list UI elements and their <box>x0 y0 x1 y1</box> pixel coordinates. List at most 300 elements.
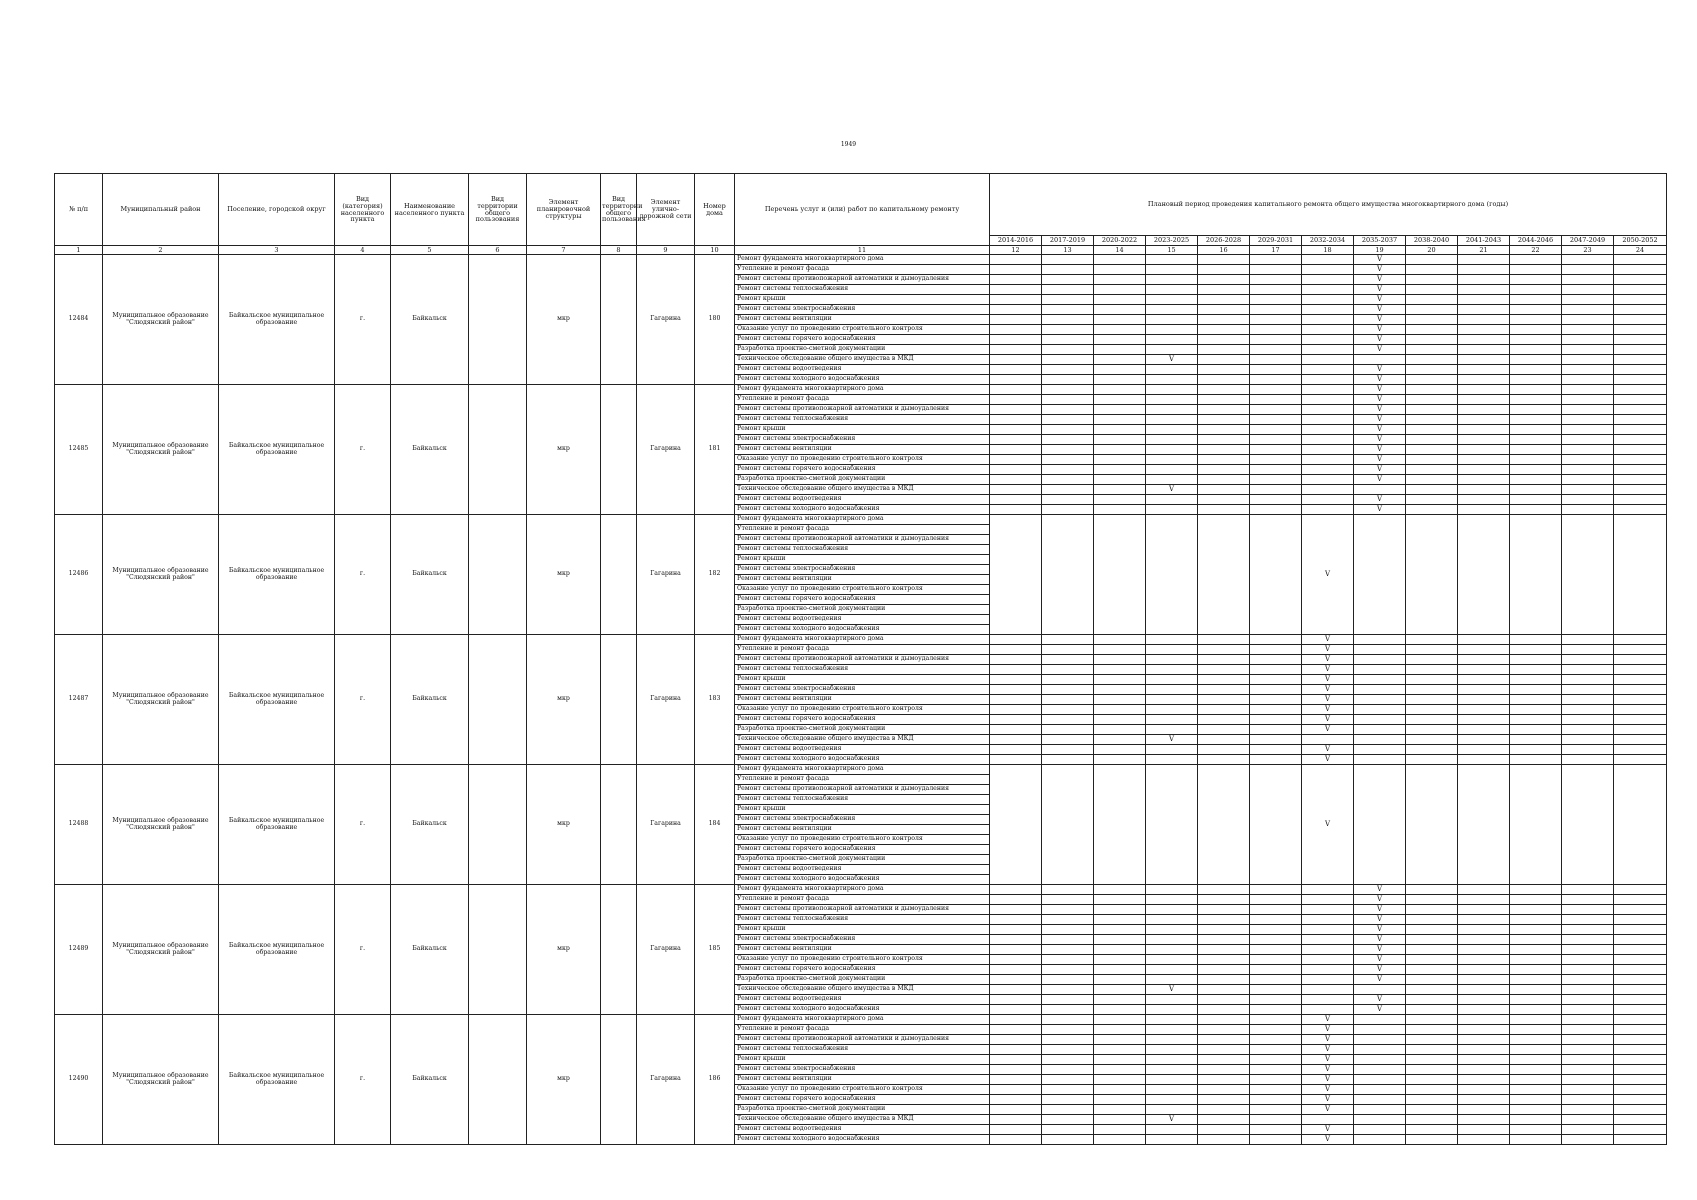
work-item: Техническое обследование общего имущества в МКД <box>735 985 990 995</box>
period-cell <box>1406 505 1458 515</box>
period-cell <box>1042 455 1094 465</box>
period-cell <box>1562 475 1614 485</box>
period-cell <box>1146 675 1198 685</box>
period-cell <box>1094 335 1146 345</box>
period-cell <box>1094 1065 1146 1075</box>
work-item: Оказание услуг по проведению строительного контроля <box>735 835 990 845</box>
period-cell <box>1094 1095 1146 1105</box>
period-cell <box>1406 295 1458 305</box>
period-cell <box>1562 1105 1614 1115</box>
period-cell <box>1198 505 1250 515</box>
work-item: Ремонт системы холодного водоснабжения <box>735 875 990 885</box>
planning-element: мкр <box>527 385 601 515</box>
period-cell <box>1146 455 1198 465</box>
work-item: Ремонт фундамента многоквартирного дома <box>735 885 990 895</box>
street: Гагарина <box>637 635 695 765</box>
period-cell <box>1458 885 1510 895</box>
column-number: 19 <box>1354 246 1406 255</box>
period-cell: V <box>1354 945 1406 955</box>
period-cell <box>1458 425 1510 435</box>
period-cell <box>1250 905 1302 915</box>
period-cell <box>990 485 1042 495</box>
period-cell <box>1302 1115 1354 1125</box>
period-cell: V <box>1354 395 1406 405</box>
period-cell <box>1146 1005 1198 1015</box>
period-cell <box>1510 485 1562 495</box>
period-cell <box>1614 275 1667 285</box>
period-cell <box>1510 1035 1562 1045</box>
period-cell <box>1510 515 1562 635</box>
period-cell <box>990 405 1042 415</box>
period-cell <box>1458 395 1510 405</box>
period-cell <box>1094 275 1146 285</box>
period-cell <box>1406 405 1458 415</box>
period-cell <box>990 645 1042 655</box>
period-cell <box>1562 685 1614 695</box>
period-cell <box>1094 295 1146 305</box>
period-cell <box>1562 365 1614 375</box>
period-cell <box>990 275 1042 285</box>
period-cell <box>990 725 1042 735</box>
period-cell <box>1458 365 1510 375</box>
period-cell <box>1250 1015 1302 1025</box>
period-cell: V <box>1302 645 1354 655</box>
period-cell <box>1614 305 1667 315</box>
period-cell <box>1354 635 1406 645</box>
period-cell <box>1458 1105 1510 1115</box>
period-cell <box>1094 935 1146 945</box>
settlement: Байкальское муниципальное образование <box>219 515 335 635</box>
period-cell <box>1094 1015 1146 1025</box>
work-item: Ремонт системы противопожарной автоматики и дымоудаления <box>735 275 990 285</box>
period-cell <box>1458 955 1510 965</box>
period-cell <box>1406 1045 1458 1055</box>
period-cell <box>1094 505 1146 515</box>
period-cell <box>1094 355 1146 365</box>
period-cell: V <box>1302 745 1354 755</box>
period-cell: V <box>1354 955 1406 965</box>
area-type-2 <box>601 635 637 765</box>
period-cell <box>1458 1005 1510 1015</box>
period-cell <box>990 635 1042 645</box>
work-item: Ремонт системы водоотведения <box>735 995 990 1005</box>
area-type <box>469 635 527 765</box>
period-cell <box>1250 635 1302 645</box>
locality: Байкальск <box>391 385 469 515</box>
work-item: Ремонт фундамента многоквартирного дома <box>735 385 990 395</box>
district: Муниципальное образование "Слюдянский район" <box>103 885 219 1015</box>
period-cell <box>1302 405 1354 415</box>
period-cell <box>1094 645 1146 655</box>
period-cell <box>1458 915 1510 925</box>
planning-element: мкр <box>527 255 601 385</box>
work-item: Разработка проектно-сметной документации <box>735 345 990 355</box>
period-cell <box>1198 995 1250 1005</box>
work-item: Ремонт фундамента многоквартирного дома <box>735 255 990 265</box>
locality-type: г. <box>335 515 391 635</box>
period-cell <box>1198 515 1250 635</box>
period-cell <box>1354 1045 1406 1055</box>
period-cell <box>1042 1055 1094 1065</box>
period-cell <box>1510 385 1562 395</box>
district: Муниципальное образование "Слюдянский район" <box>103 385 219 515</box>
period-cell <box>1094 995 1146 1005</box>
period-cell <box>1302 435 1354 445</box>
period-cell <box>1198 1135 1250 1145</box>
period-cell <box>1614 695 1667 705</box>
period-cell <box>1406 885 1458 895</box>
period-cell <box>1458 465 1510 475</box>
period-cell <box>1562 395 1614 405</box>
period-cell <box>1042 395 1094 405</box>
header-locality-type: Вид (категория) населенного пункта <box>335 174 391 246</box>
planning-element: мкр <box>527 515 601 635</box>
period-cell <box>1094 665 1146 675</box>
period-cell: V <box>1354 275 1406 285</box>
period-cell <box>1406 925 1458 935</box>
period-cell <box>1146 495 1198 505</box>
period-cell <box>1354 725 1406 735</box>
period-cell <box>1146 375 1198 385</box>
period-cell <box>1042 645 1094 655</box>
page-number: 1949 <box>840 141 857 148</box>
year-header: 2023-2025 <box>1146 236 1198 246</box>
period-cell <box>1458 925 1510 935</box>
work-row <box>55 255 1667 265</box>
period-cell <box>1458 705 1510 715</box>
work-item: Ремонт системы теплоснабжения <box>735 1045 990 1055</box>
period-cell <box>1302 915 1354 925</box>
period-cell <box>1198 645 1250 655</box>
column-number: 22 <box>1510 246 1562 255</box>
period-cell: V <box>1354 475 1406 485</box>
period-cell <box>1458 315 1510 325</box>
work-item: Ремонт системы теплоснабжения <box>735 285 990 295</box>
period-cell <box>1250 385 1302 395</box>
period-cell <box>1302 355 1354 365</box>
period-cell <box>1250 745 1302 755</box>
period-cell <box>1510 745 1562 755</box>
period-cell: V <box>1302 1095 1354 1105</box>
period-cell <box>1146 395 1198 405</box>
period-cell <box>990 755 1042 765</box>
period-cell <box>1198 925 1250 935</box>
period-cell: V <box>1302 1045 1354 1055</box>
period-cell <box>1146 1045 1198 1055</box>
period-cell <box>1614 265 1667 275</box>
column-number: 16 <box>1198 246 1250 255</box>
period-cell <box>1510 1075 1562 1085</box>
period-cell <box>990 285 1042 295</box>
period-cell <box>1042 1025 1094 1035</box>
period-cell <box>1250 895 1302 905</box>
period-cell <box>1146 475 1198 485</box>
period-cell <box>1250 1055 1302 1065</box>
period-cell <box>1614 925 1667 935</box>
header-num: № п/п <box>55 174 103 246</box>
period-cell <box>1354 1015 1406 1025</box>
work-item: Утепление и ремонт фасада <box>735 525 990 535</box>
work-item: Ремонт системы противопожарной автоматики и дымоудаления <box>735 655 990 665</box>
period-cell <box>1250 955 1302 965</box>
period-cell <box>1406 1055 1458 1065</box>
period-cell <box>1250 725 1302 735</box>
period-cell <box>1614 1005 1667 1015</box>
period-cell <box>1094 965 1146 975</box>
period-cell: V <box>1354 905 1406 915</box>
period-cell <box>1250 1105 1302 1115</box>
period-cell <box>1458 695 1510 705</box>
period-cell <box>1198 375 1250 385</box>
period-cell <box>990 1115 1042 1125</box>
period-cell <box>1042 915 1094 925</box>
record-id: 12487 <box>55 635 103 765</box>
period-cell <box>1406 995 1458 1005</box>
period-cell: V <box>1146 985 1198 995</box>
period-cell: V <box>1354 385 1406 395</box>
area-type <box>469 885 527 1015</box>
period-cell <box>1614 655 1667 665</box>
period-cell <box>990 935 1042 945</box>
period-cell <box>1250 1045 1302 1055</box>
period-cell <box>1562 635 1614 645</box>
period-cell <box>1094 315 1146 325</box>
period-cell <box>1094 435 1146 445</box>
work-item: Ремонт системы водоотведения <box>735 1125 990 1135</box>
period-cell <box>1458 1045 1510 1055</box>
work-item: Ремонт системы вентиляции <box>735 445 990 455</box>
period-cell <box>1614 375 1667 385</box>
period-cell <box>1510 435 1562 445</box>
period-cell <box>1250 765 1302 885</box>
work-row <box>55 515 1667 525</box>
period-cell <box>1510 695 1562 705</box>
period-cell <box>1458 665 1510 675</box>
period-cell <box>1094 905 1146 915</box>
period-cell <box>1146 765 1198 885</box>
period-cell <box>1042 515 1094 635</box>
locality-type: г. <box>335 765 391 885</box>
period-cell <box>1198 685 1250 695</box>
period-cell <box>1562 725 1614 735</box>
period-cell <box>1406 745 1458 755</box>
period-cell <box>1458 1055 1510 1065</box>
period-cell <box>1458 1035 1510 1045</box>
period-cell <box>1406 1105 1458 1115</box>
period-cell <box>1094 385 1146 395</box>
period-cell <box>990 985 1042 995</box>
work-row <box>55 765 1667 775</box>
period-cell <box>1250 355 1302 365</box>
period-cell <box>1250 295 1302 305</box>
period-cell <box>1198 475 1250 485</box>
period-cell <box>1198 905 1250 915</box>
period-cell <box>1042 655 1094 665</box>
period-cell <box>1354 665 1406 675</box>
period-cell: V <box>1302 695 1354 705</box>
period-cell <box>1198 295 1250 305</box>
year-header: 2026-2028 <box>1198 236 1250 246</box>
period-cell <box>1146 1015 1198 1025</box>
period-cell <box>1146 415 1198 425</box>
period-cell <box>1042 495 1094 505</box>
period-cell <box>1198 725 1250 735</box>
period-cell <box>1562 355 1614 365</box>
period-cell <box>1562 695 1614 705</box>
period-cell <box>1510 415 1562 425</box>
period-cell <box>1354 765 1406 885</box>
period-cell: V <box>1302 1065 1354 1075</box>
work-item: Ремонт системы теплоснабжения <box>735 415 990 425</box>
period-cell <box>1614 685 1667 695</box>
period-cell: V <box>1302 1105 1354 1115</box>
period-cell: V <box>1302 665 1354 675</box>
period-cell: V <box>1354 255 1406 265</box>
period-cell <box>1250 915 1302 925</box>
work-item: Ремонт системы противопожарной автоматики и дымоудаления <box>735 1035 990 1045</box>
period-cell <box>1146 1105 1198 1115</box>
period-cell <box>1406 985 1458 995</box>
period-cell <box>1406 465 1458 475</box>
period-cell <box>1562 665 1614 675</box>
period-cell: V <box>1354 365 1406 375</box>
period-cell <box>1198 365 1250 375</box>
period-cell <box>1302 905 1354 915</box>
work-row <box>55 635 1667 645</box>
period-cell <box>1146 1135 1198 1145</box>
period-cell <box>1250 1115 1302 1125</box>
work-item: Ремонт крыши <box>735 925 990 935</box>
work-item: Ремонт системы электроснабжения <box>735 935 990 945</box>
period-cell <box>1198 965 1250 975</box>
period-cell <box>990 1065 1042 1075</box>
work-item: Ремонт крыши <box>735 675 990 685</box>
work-item: Ремонт крыши <box>735 555 990 565</box>
period-cell <box>1198 1045 1250 1055</box>
period-cell <box>1562 995 1614 1005</box>
period-cell <box>1250 885 1302 895</box>
period-cell <box>1510 455 1562 465</box>
period-cell <box>1250 675 1302 685</box>
period-cell <box>1302 305 1354 315</box>
period-cell: V <box>1302 1015 1354 1025</box>
period-cell <box>1042 925 1094 935</box>
period-cell <box>1614 505 1667 515</box>
period-cell <box>1458 1085 1510 1095</box>
period-cell <box>1510 1045 1562 1055</box>
period-cell <box>1510 1015 1562 1025</box>
period-cell <box>1198 1005 1250 1015</box>
column-number: 24 <box>1614 246 1667 255</box>
period-cell <box>1510 945 1562 955</box>
period-cell <box>1614 495 1667 505</box>
period-cell <box>1510 955 1562 965</box>
period-cell <box>990 1075 1042 1085</box>
column-number: 20 <box>1406 246 1458 255</box>
work-item: Оказание услуг по проведению строительного контроля <box>735 325 990 335</box>
period-cell <box>1458 1025 1510 1035</box>
period-cell <box>1146 1055 1198 1065</box>
header-settlement: Поселение, городской округ <box>219 174 335 246</box>
work-item: Оказание услуг по проведению строительного контроля <box>735 1085 990 1095</box>
period-cell <box>1406 1115 1458 1125</box>
period-cell <box>1094 1115 1146 1125</box>
period-cell: V <box>1354 505 1406 515</box>
work-item: Ремонт крыши <box>735 295 990 305</box>
period-cell: V <box>1302 655 1354 665</box>
period-cell <box>1354 1115 1406 1125</box>
period-cell <box>1250 305 1302 315</box>
period-cell <box>1250 465 1302 475</box>
period-cell: V <box>1302 765 1354 885</box>
period-cell <box>1094 365 1146 375</box>
house-number: 183 <box>695 635 735 765</box>
period-cell <box>1406 305 1458 315</box>
period-cell <box>1094 255 1146 265</box>
period-cell <box>1250 415 1302 425</box>
work-item: Техническое обследование общего имущества в МКД <box>735 355 990 365</box>
period-cell <box>1042 965 1094 975</box>
period-cell <box>1042 905 1094 915</box>
period-cell <box>1042 945 1094 955</box>
period-cell <box>1094 655 1146 665</box>
work-item: Оказание услуг по проведению строительного контроля <box>735 705 990 715</box>
work-item: Утепление и ремонт фасада <box>735 1025 990 1035</box>
period-cell <box>1302 445 1354 455</box>
period-cell <box>1146 515 1198 635</box>
period-cell <box>1250 335 1302 345</box>
period-cell <box>1302 285 1354 295</box>
period-cell <box>1146 645 1198 655</box>
period-cell <box>1614 435 1667 445</box>
period-cell <box>1042 685 1094 695</box>
work-item: Ремонт системы холодного водоснабжения <box>735 375 990 385</box>
period-cell <box>1042 735 1094 745</box>
period-cell <box>1042 765 1094 885</box>
work-item: Ремонт системы электроснабжения <box>735 565 990 575</box>
period-cell <box>1614 895 1667 905</box>
period-cell <box>1510 715 1562 725</box>
period-cell <box>1094 895 1146 905</box>
period-cell <box>1094 1055 1146 1065</box>
period-cell <box>1458 685 1510 695</box>
header-area-type-2: Вид территории общего пользования <box>601 174 637 246</box>
period-cell <box>1198 1085 1250 1095</box>
period-cell <box>1198 355 1250 365</box>
period-cell: V <box>1354 305 1406 315</box>
period-cell <box>990 945 1042 955</box>
period-cell <box>1406 935 1458 945</box>
period-cell <box>1302 995 1354 1005</box>
period-cell <box>1198 1095 1250 1105</box>
period-cell <box>1614 445 1667 455</box>
period-cell <box>1250 495 1302 505</box>
period-cell <box>990 955 1042 965</box>
period-cell <box>1458 1075 1510 1085</box>
area-type-2 <box>601 765 637 885</box>
work-item: Ремонт системы горячего водоснабжения <box>735 595 990 605</box>
period-cell <box>1458 645 1510 655</box>
period-cell <box>1250 315 1302 325</box>
period-cell <box>1354 485 1406 495</box>
period-cell <box>1198 1105 1250 1115</box>
area-type <box>469 1015 527 1145</box>
period-cell <box>1510 315 1562 325</box>
year-header: 2014-2016 <box>990 236 1042 246</box>
period-cell <box>1614 675 1667 685</box>
period-cell <box>1458 1125 1510 1135</box>
period-cell <box>1510 975 1562 985</box>
